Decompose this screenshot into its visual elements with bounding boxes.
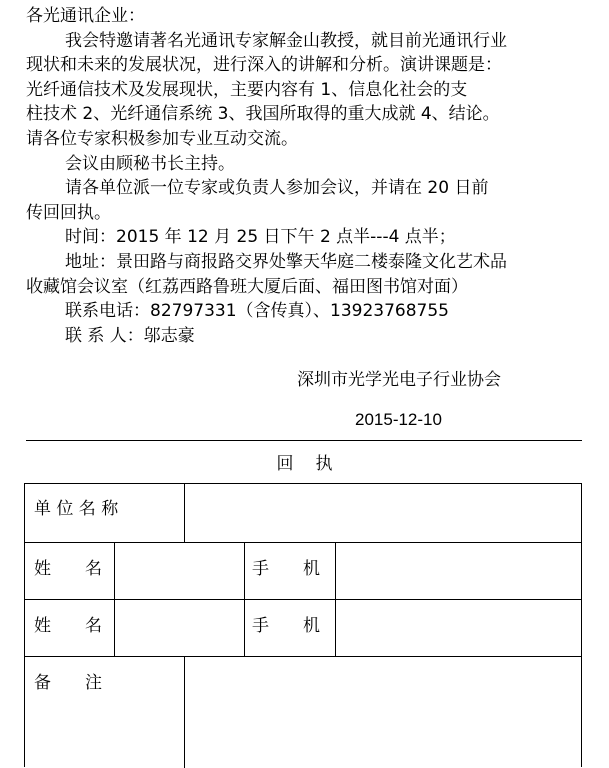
name-label: 姓 名 xyxy=(34,559,102,579)
reply-form-title xyxy=(0,452,609,476)
signature-organization: 深圳市光学光电子行业协会 xyxy=(297,370,501,390)
salutation: 各光通讯企业： xyxy=(26,6,145,26)
paragraph-line: 柱技术 2、光纤通信系统 3、我国所取得的重大成就 4、结论。 xyxy=(26,104,500,125)
table-row xyxy=(25,600,581,657)
paragraph-line: 请各单位派一位专家或负责人参加会议，并请在 20 日前 xyxy=(65,178,489,199)
invitation-letter xyxy=(26,4,586,348)
host-line: 会议由顾秘书长主持。 xyxy=(65,153,235,174)
unit-label-cell xyxy=(25,484,185,542)
table-row xyxy=(25,484,581,543)
mobile-field[interactable] xyxy=(336,543,581,599)
contact-phone: 联系电话：82797331（含传真）、13923768755 xyxy=(65,301,450,322)
mobile-label-cell xyxy=(245,600,336,656)
mobile-label: 手 机 xyxy=(252,616,320,636)
paragraph-line: 我会特邀请著名光通讯专家解金山教授，就目前光通讯行业 xyxy=(65,30,507,51)
meeting-address-cont: 收藏馆会议室（红荔西路鲁班大厦后面、福田图书馆对面） xyxy=(26,276,468,297)
mobile-label: 手 机 xyxy=(252,559,320,579)
mobile-label-cell xyxy=(245,543,336,599)
paragraph-line: 请各位专家积极参加专业互动交流。 xyxy=(26,128,298,149)
reply-form-title-text: 回执 xyxy=(276,454,355,474)
divider xyxy=(26,440,582,441)
meeting-time: 时间：2015 年 12 月 25 日下午 2 点半---4 点半； xyxy=(65,227,456,248)
meeting-address: 地址：景田路与商报路交界处擎天华庭二楼泰隆文化艺术品 xyxy=(65,251,507,272)
contact-person: 联 系 人：邬志豪 xyxy=(65,325,195,346)
name-label-cell xyxy=(25,600,115,656)
name-label-cell xyxy=(25,543,115,599)
unit-name-field[interactable] xyxy=(185,484,581,542)
paragraph-line: 光纤通信技术及发展现状，主要内容有 1、信息化社会的支 xyxy=(26,79,468,100)
table-row xyxy=(25,657,581,768)
mobile-field[interactable] xyxy=(336,600,581,656)
paragraph-line: 传回回执。 xyxy=(26,202,111,223)
reply-form-table xyxy=(24,483,582,767)
signature-date: 2015-12-10 xyxy=(355,410,442,429)
name-field[interactable] xyxy=(115,600,245,656)
remarks-label: 备 注 xyxy=(34,673,102,693)
remarks-field[interactable] xyxy=(185,657,581,768)
paragraph-line: 现状和未来的发展状况，进行深入的讲解和分析。演讲课题是： xyxy=(26,55,502,76)
name-label: 姓 名 xyxy=(34,616,102,636)
name-field[interactable] xyxy=(115,543,245,599)
unit-name-label: 单 位 名 称 xyxy=(34,499,119,519)
remarks-label-cell xyxy=(25,657,185,768)
table-row xyxy=(25,543,581,600)
